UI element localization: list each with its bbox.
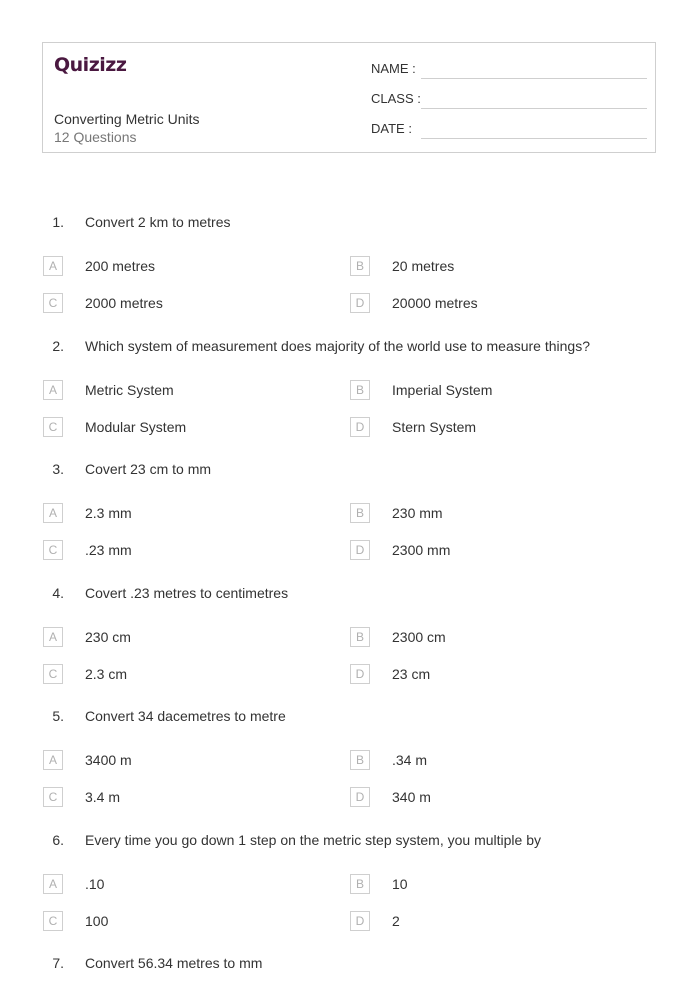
option-text: Metric System (85, 382, 174, 398)
option-text: Modular System (85, 419, 187, 435)
option-text: 20 metres (392, 258, 455, 274)
class-label: CLASS : (371, 91, 421, 106)
answer-option-a[interactable] (43, 503, 343, 525)
answer-option-d[interactable] (350, 540, 650, 562)
option-letter-box: B (350, 750, 370, 770)
option-text: 3400 m (85, 752, 132, 768)
answer-option-c[interactable] (43, 540, 343, 562)
question-number: 2. (52, 338, 64, 354)
option-text: 340 m (392, 789, 431, 805)
option-text: 200 metres (85, 258, 156, 274)
date-label: DATE : (371, 121, 412, 136)
question-1 (0, 214, 700, 234)
option-letter-box: C (43, 787, 63, 807)
option-letter-box: B (350, 874, 370, 894)
option-letter-box: A (43, 380, 63, 400)
option-letter-box: C (43, 540, 63, 560)
option-letter-box: D (350, 417, 370, 437)
answer-option-c[interactable] (43, 787, 343, 809)
question-number: 5. (52, 708, 64, 724)
answer-option-c[interactable] (43, 293, 343, 315)
option-text: 23 cm (392, 666, 431, 682)
option-letter-box: B (350, 256, 370, 276)
question-4 (0, 585, 700, 605)
answer-option-a[interactable] (43, 256, 343, 278)
option-letter-box: D (350, 540, 370, 560)
option-text: 3.4 m (85, 789, 121, 805)
option-text: 20000 metres (392, 295, 478, 311)
option-text: .23 mm (85, 542, 132, 558)
option-letter-box: D (350, 787, 370, 807)
answer-option-c[interactable] (43, 911, 343, 933)
answer-option-b[interactable] (350, 256, 650, 278)
option-text: 2000 metres (85, 295, 163, 311)
answer-option-a[interactable] (43, 750, 343, 772)
question-number: 6. (52, 832, 64, 848)
option-text: Imperial System (392, 382, 493, 398)
option-letter-box: C (43, 664, 63, 684)
class-field[interactable] (371, 89, 647, 109)
answer-option-d[interactable] (350, 664, 650, 686)
question-6 (0, 832, 700, 852)
question-text: Convert 2 km to metres (85, 214, 231, 230)
option-text: 2.3 mm (85, 505, 132, 521)
option-text: 2 (392, 913, 400, 929)
answer-option-a[interactable] (43, 380, 343, 402)
option-letter-box: A (43, 503, 63, 523)
answer-option-a[interactable] (43, 874, 343, 896)
question-2 (0, 338, 700, 358)
option-letter-box: D (350, 664, 370, 684)
question-text: Which system of measurement does majority of the world use to measure things? (85, 338, 590, 354)
option-letter-box: C (43, 911, 63, 931)
option-text: 2300 mm (392, 542, 451, 558)
option-letter-box: D (350, 293, 370, 313)
option-text: .34 m (392, 752, 428, 768)
option-text: Stern System (392, 419, 477, 435)
question-7 (0, 955, 700, 975)
name-label: NAME : (371, 61, 416, 76)
date-line (421, 138, 647, 139)
option-text: 2.3 cm (85, 666, 128, 682)
answer-option-b[interactable] (350, 627, 650, 649)
quizizz-logo: Quizizz (54, 54, 127, 76)
question-text: Convert 56.34 metres to mm (85, 955, 263, 971)
question-5 (0, 708, 700, 728)
option-text: .10 (85, 876, 105, 892)
name-line (421, 78, 647, 79)
answer-option-d[interactable] (350, 911, 650, 933)
answer-option-b[interactable] (350, 874, 650, 896)
answer-option-d[interactable] (350, 417, 650, 439)
option-letter-box: C (43, 417, 63, 437)
option-letter-box: B (350, 627, 370, 647)
answer-option-c[interactable] (43, 664, 343, 686)
option-letter-box: A (43, 750, 63, 770)
option-letter-box: B (350, 380, 370, 400)
question-number: 3. (52, 461, 64, 477)
option-text: 100 (85, 913, 109, 929)
question-number: 4. (52, 585, 64, 601)
date-field[interactable] (371, 119, 647, 139)
option-letter-box: A (43, 627, 63, 647)
question-number: 1. (52, 214, 64, 230)
option-text: 10 (392, 876, 408, 892)
answer-option-d[interactable] (350, 787, 650, 809)
option-letter-box: C (43, 293, 63, 313)
name-field[interactable] (371, 59, 647, 79)
answer-option-c[interactable] (43, 417, 343, 439)
option-text: 230 cm (85, 629, 131, 645)
question-text: Every time you go down 1 step on the metric step system, you multiple by (85, 832, 541, 848)
option-text: 2300 cm (392, 629, 446, 645)
question-text: Covert 23 cm to mm (85, 461, 212, 477)
option-letter-box: A (43, 874, 63, 894)
answer-option-a[interactable] (43, 627, 343, 649)
question-text: Convert 34 dacemetres to metre (85, 708, 286, 724)
option-letter-box: B (350, 503, 370, 523)
answer-option-d[interactable] (350, 293, 650, 315)
option-letter-box: D (350, 911, 370, 931)
question-number: 7. (52, 955, 64, 971)
question-text: Covert .23 metres to centimetres (85, 585, 289, 601)
option-letter-box: A (43, 256, 63, 276)
answer-option-b[interactable] (350, 380, 650, 402)
class-line (421, 108, 647, 109)
answer-option-b[interactable] (350, 503, 650, 525)
question-count: 12 Questions (54, 129, 137, 145)
question-3 (0, 461, 700, 481)
worksheet-header (42, 42, 656, 153)
answer-option-b[interactable] (350, 750, 650, 772)
option-text: 230 mm (392, 505, 443, 521)
worksheet-title: Converting Metric Units (54, 111, 200, 127)
